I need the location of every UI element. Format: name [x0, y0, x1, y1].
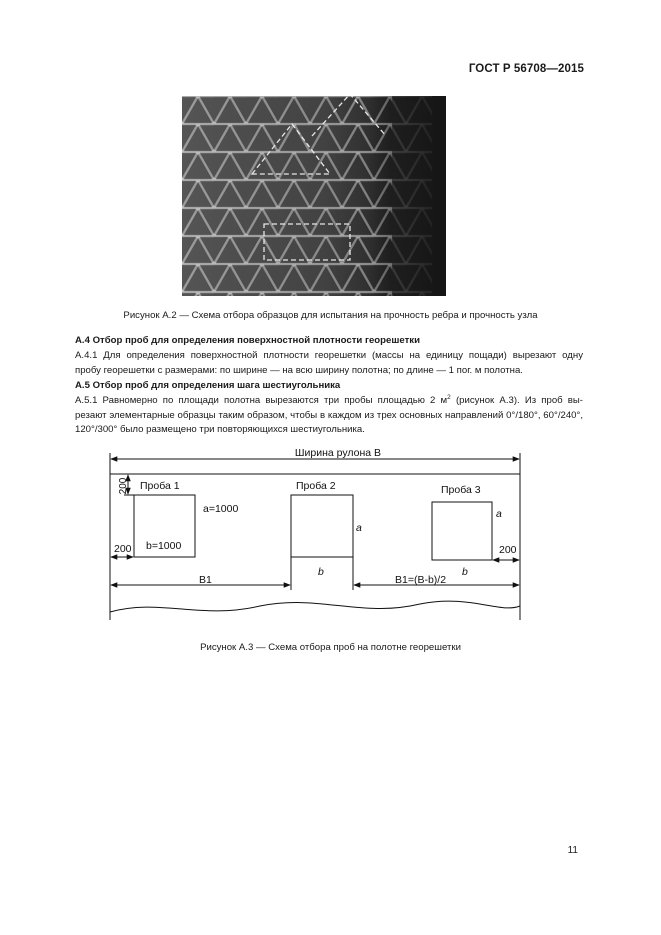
sample-2-square: [291, 495, 353, 557]
figure-a2-caption: Рисунок А.2 — Схема отбора образцов для испытания на прочность ребра и прочность узла: [123, 310, 538, 321]
b1-left-label: B1: [199, 574, 212, 586]
sample-2-b-label: b: [318, 566, 324, 578]
page-number: 11: [567, 845, 578, 856]
sample-3-label: Проба 3: [441, 484, 481, 496]
section-a5-heading: А.5 Отбор проб для определения шага шестиугольника: [75, 380, 341, 391]
para-text: А.5.1 Равномерно по площади полотна вырезаются три пробы площадью 2 м: [75, 395, 448, 406]
b-equation-label: b=1000: [146, 540, 182, 552]
sample-2-a-label: a: [356, 522, 362, 534]
sample-3-square: [432, 502, 492, 560]
roll-cut-line: [110, 601, 520, 612]
offset-top-label: 200: [118, 477, 129, 495]
a-equation-label: a=1000: [203, 503, 239, 515]
sample-3-a-label: a: [496, 508, 502, 520]
standard-code: ГОСТ Р 56708—2015: [468, 63, 584, 75]
para-text: (рисунок А.3). Из проб вы-: [450, 395, 583, 406]
sample-2-label: Проба 2: [296, 480, 336, 492]
b1-right-label: B1=(B-b)/2: [395, 574, 447, 586]
roll-width-label: Ширина рулона В: [294, 447, 382, 459]
para-line: резают элементарные образцы таким образом, чтобы в каждом из трех основных направлений 0°/180°, 60°/240°,: [75, 409, 583, 421]
superscript: 2: [447, 393, 451, 401]
offset-right-label: 200: [499, 544, 517, 556]
para-line: А.4.1 Для определения поверхностной плотности георешетки (массы на единицу пощади) вырезают одну: [75, 350, 583, 361]
section-a4-heading: А.4 Отбор проб для определения поверхностной плотности георешетки: [75, 335, 420, 346]
figure-a3-caption: Рисунок А.3 — Схема отбора проб на полотне георешетки: [200, 642, 461, 653]
sample-3-b-label: b: [462, 566, 468, 578]
offset-left-label: 200: [114, 543, 132, 555]
para-line: 120°/300° было размещено три повторяющихся шестиугольника.: [75, 424, 365, 435]
para-line: пробу георешетки с размерами: по ширине — на всю ширину полотна; по длине — 1 пог. м полотна.: [75, 364, 523, 376]
sample-1-label: Проба 1: [140, 480, 180, 492]
